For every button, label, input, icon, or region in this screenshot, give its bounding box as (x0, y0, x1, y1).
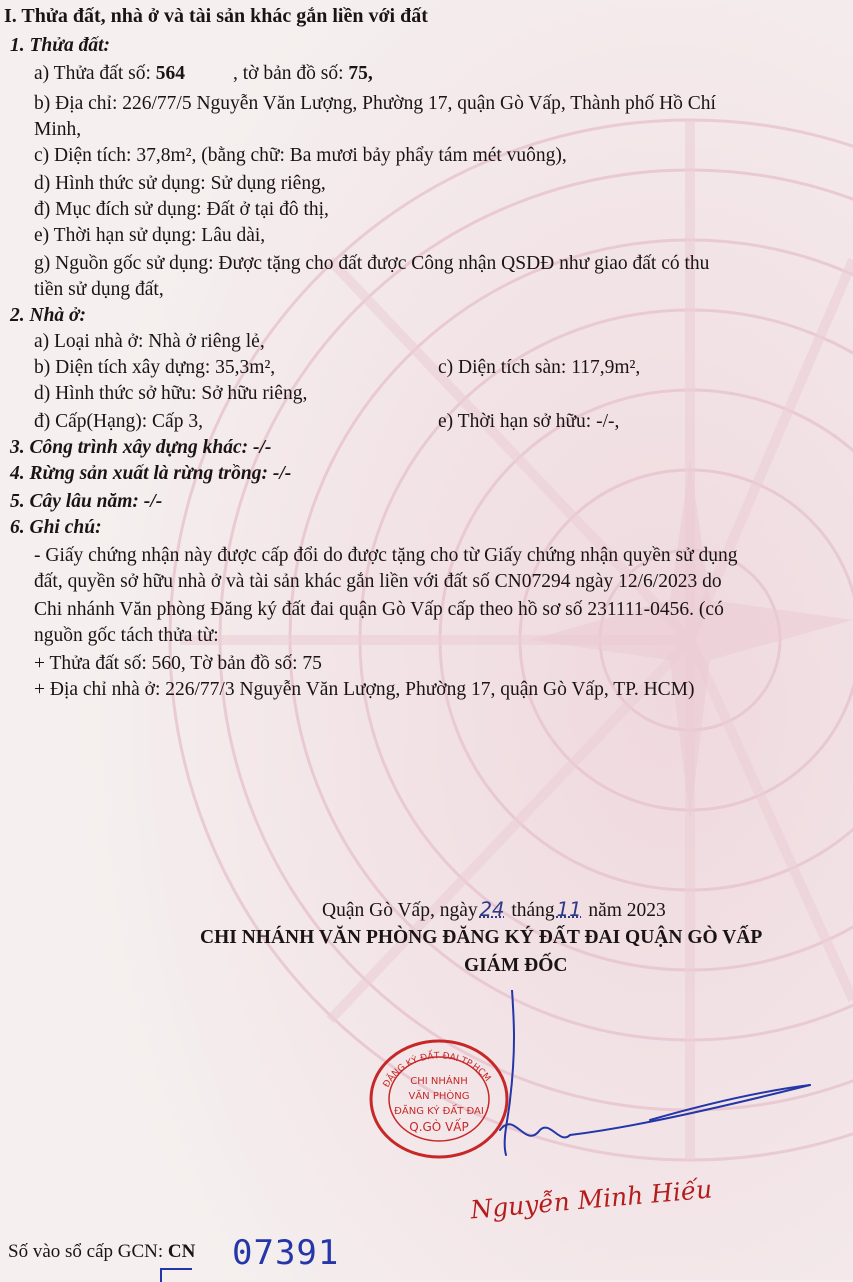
map-sheet-number: 75, (348, 63, 373, 84)
stamp-line4: Q.GÒ VẤP (409, 1120, 469, 1134)
section-title: I. Thửa đất, nhà ở và tài sản khác gắn liền với đất (4, 5, 428, 27)
signing-month: 11 (556, 898, 582, 921)
land-address-line2: Minh, (34, 119, 82, 140)
notes-header: 6. Ghi chú: (10, 517, 102, 538)
land-parcel-label: a) Thửa đất số: (34, 63, 156, 84)
notes-line1: - Giấy chứng nhận này được cấp đổi do được tặng cho từ Giấy chứng nhận quyền sử dụng (34, 545, 738, 566)
house-floor-area: c) Diện tích sàn: 117,9m², (438, 357, 641, 378)
issuing-agency: CHI NHÁNH VĂN PHÒNG ĐĂNG KÝ ĐẤT ĐAI QUẬN GÒ VẤP (200, 927, 763, 948)
map-sheet-label: , tờ bản đồ số: (233, 63, 349, 84)
house-type: a) Loại nhà ở: Nhà ở riêng lẻ, (34, 331, 265, 352)
signing-year: năm 2023 (583, 900, 666, 921)
production-forest: 4. Rừng sản xuất là rừng trồng: -/- (10, 463, 292, 484)
notes-line5: + Thửa đất số: 560, Tờ bản đồ số: 75 (34, 653, 322, 674)
notes-line6: + Địa chỉ nhà ở: 226/77/3 Nguyễn Văn Lượng, Phường 17, quận Gò Vấp, TP. HCM) (34, 679, 695, 700)
stamp-line1: CHI NHÁNH (410, 1076, 468, 1087)
land-parcel-number: 564 (155, 63, 186, 84)
signing-place-date (322, 898, 666, 923)
land-area: c) Diện tích: 37,8m², (bằng chữ: Ba mươi bảy phẩy tám mét vuông), (34, 145, 567, 166)
land-parcel-line (34, 62, 373, 86)
perennial-trees: 5. Cây lâu năm: -/- (10, 491, 163, 512)
notes-line4: nguồn gốc tách thửa từ: (34, 625, 219, 646)
registry-line (8, 1240, 195, 1264)
stamp-line2: VĂN PHÒNG (408, 1091, 470, 1102)
director-signature (470, 990, 830, 1170)
stamp-line3: ĐĂNG KÝ ĐẤT ĐAI (394, 1106, 484, 1117)
signing-place: Quận Gò Vấp, ngày (322, 900, 478, 921)
signer-name: Nguyễn Minh Hiếu (469, 1174, 714, 1225)
land-origin-line1: g) Nguồn gốc sử dụng: Được tặng cho đất được Công nhận QSDĐ như giao đất có thu (34, 253, 710, 274)
land-header: 1. Thửa đất: (10, 35, 110, 56)
notes-line2: đất, quyền sở hữu nhà ở và tài sản khác gắn liền với đất số CN07294 ngày 12/6/2023 do (34, 571, 722, 592)
signing-day: 24 (479, 898, 505, 921)
month-label: tháng (506, 900, 555, 921)
registry-label: Số vào sổ cấp GCN: (8, 1241, 168, 1262)
house-ownership-term: e) Thời hạn sở hữu: -/-, (438, 411, 620, 432)
land-address-line1: b) Địa chỉ: 226/77/5 Nguyễn Văn Lượng, Phường 17, quận Gò Vấp, Thành phố Hồ Chí (34, 93, 716, 114)
house-header: 2. Nhà ở: (10, 305, 87, 326)
notes-line3: Chi nhánh Văn phòng Đăng ký đất đai quận Gò Vấp cấp theo hồ sơ số 231111-0456. (có (34, 599, 724, 620)
land-use-purpose: đ) Mục đích sử dụng: Đất ở tại đô thị, (34, 199, 329, 220)
stamp-outer-text: ĐĂNG KÝ ĐẤT ĐAI TP.HCM (381, 1051, 493, 1090)
house-ownership-form: d) Hình thức sở hữu: Sở hữu riêng, (34, 383, 308, 404)
land-origin-line2: tiền sử dụng đất, (34, 279, 164, 300)
land-use-term: e) Thời hạn sử dụng: Lâu dài, (34, 225, 266, 246)
house-construction-area: b) Diện tích xây dựng: 35,3m², (34, 357, 276, 378)
signer-title: GIÁM ĐỐC (464, 955, 568, 976)
house-grade: đ) Cấp(Hạng): Cấp 3, (34, 411, 203, 432)
registry-number: 07391 (232, 1233, 340, 1273)
land-use-form: d) Hình thức sử dụng: Sử dụng riêng, (34, 173, 326, 194)
registry-prefix: CN (167, 1241, 196, 1262)
other-works: 3. Công trình xây dựng khác: -/- (10, 437, 272, 458)
